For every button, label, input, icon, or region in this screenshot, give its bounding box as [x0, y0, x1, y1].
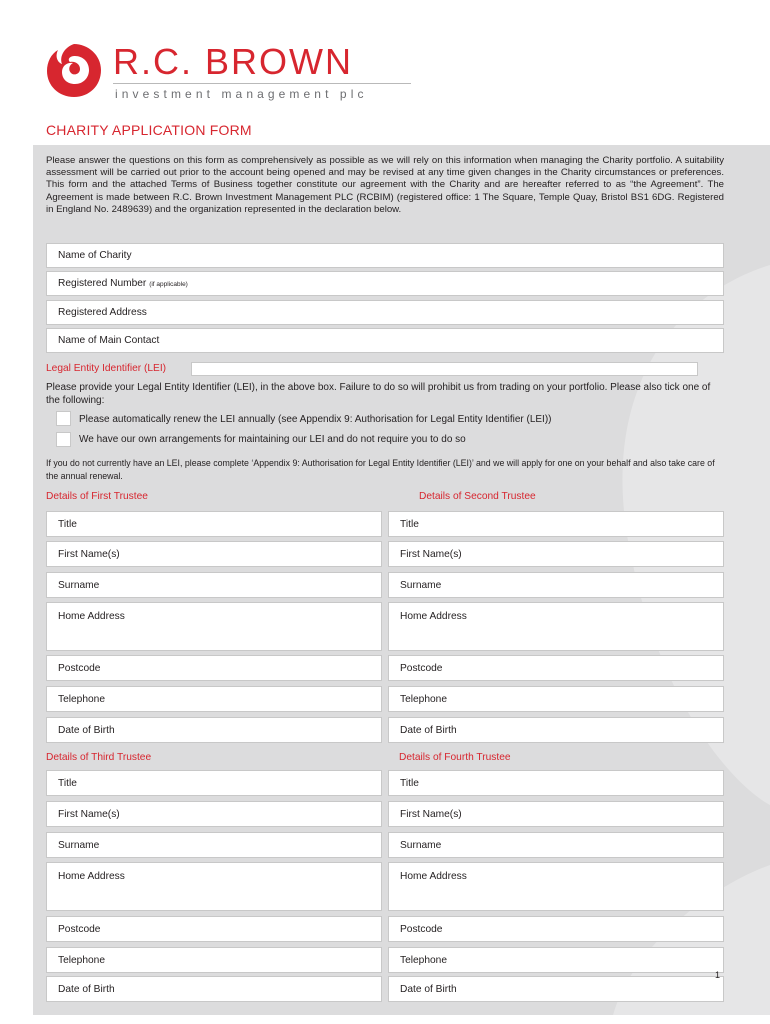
- trustee3-dob-field[interactable]: [46, 976, 382, 1002]
- trustee3-title-field[interactable]: [46, 770, 382, 796]
- trustee2-postcode-label: Postcode: [400, 663, 443, 674]
- trustee1-address-label: Home Address: [58, 611, 125, 622]
- registered-number-label: Registered Number (if applicable): [58, 278, 188, 289]
- trustee2-address-label: Home Address: [400, 611, 467, 622]
- trustee1-dob-label: Date of Birth: [58, 725, 115, 736]
- trustee4-surname-field[interactable]: [388, 832, 724, 858]
- trustee4-firstname-field[interactable]: [388, 801, 724, 827]
- trustee2-firstname-field[interactable]: [388, 541, 724, 567]
- brand-subtitle: investment management plc: [115, 87, 368, 101]
- lei-renew-label: Please automatically renew the LEI annually (see Appendix 9: Authorisation for Legal Entity Identifier (LEI)): [79, 414, 552, 425]
- trustee3-surname-field[interactable]: [46, 832, 382, 858]
- trustee3-address-field[interactable]: [46, 862, 382, 911]
- trustee1-surname-field[interactable]: [46, 572, 382, 598]
- charity-name-label: Name of Charity: [58, 250, 132, 261]
- trustee4-telephone-label: Telephone: [400, 955, 448, 966]
- fourth-trustee-heading: Details of Fourth Trustee: [399, 752, 511, 763]
- lei-own-arrangement-label: We have our own arrangements for maintaining our LEI and do not require you to do so: [79, 434, 466, 445]
- trustee2-postcode-field[interactable]: [388, 655, 724, 681]
- lei-label: Legal Entity Identifier (LEI): [46, 363, 167, 374]
- registered-address-field[interactable]: [46, 300, 724, 325]
- trustee3-telephone-label: Telephone: [58, 955, 106, 966]
- rose-logo-icon: [45, 42, 103, 98]
- trustee3-address-label: Home Address: [58, 871, 125, 882]
- trustee4-dob-field[interactable]: [388, 976, 724, 1002]
- second-trustee-heading: Details of Second Trustee: [419, 491, 536, 502]
- main-contact-label: Name of Main Contact: [58, 335, 160, 346]
- charity-name-field[interactable]: [46, 243, 724, 268]
- lei-note: If you do not currently have an LEI, please complete ‘Appendix 9: Authorisation for Legal Entity Identifier (LEI)’ and we will apply for one on your behalf and also take care of the annual renewal.: [46, 458, 715, 481]
- trustee2-dob-field[interactable]: [388, 717, 724, 743]
- form-title: CHARITY APPLICATION FORM: [46, 122, 252, 138]
- trustee1-telephone-label: Telephone: [58, 694, 106, 705]
- main-contact-field[interactable]: [46, 328, 724, 353]
- trustee1-telephone-field[interactable]: [46, 686, 382, 712]
- trustee2-title-field[interactable]: [388, 511, 724, 537]
- trustee4-firstname-label: First Name(s): [400, 809, 462, 820]
- trustee3-surname-label: Surname: [58, 840, 100, 851]
- lei-renew-checkbox[interactable]: [56, 411, 71, 426]
- page-number: 1: [715, 970, 721, 980]
- trustee2-telephone-field[interactable]: [388, 686, 724, 712]
- trustee3-postcode-label: Postcode: [58, 924, 101, 935]
- trustee1-postcode-field[interactable]: [46, 655, 382, 681]
- trustee4-title-field[interactable]: [388, 770, 724, 796]
- trustee1-address-field[interactable]: [46, 602, 382, 651]
- company-logo: [45, 42, 375, 102]
- trustee3-title-label: Title: [58, 778, 77, 789]
- trustee4-address-field[interactable]: [388, 862, 724, 911]
- trustee4-postcode-label: Postcode: [400, 924, 443, 935]
- trustee1-firstname-label: First Name(s): [58, 549, 120, 560]
- trustee1-firstname-field[interactable]: [46, 541, 382, 567]
- registered-number-field[interactable]: [46, 271, 724, 296]
- third-trustee-heading: Details of Third Trustee: [46, 752, 152, 763]
- trustee3-firstname-field[interactable]: [46, 801, 382, 827]
- trustee4-postcode-field[interactable]: [388, 916, 724, 942]
- trustee2-firstname-label: First Name(s): [400, 549, 462, 560]
- lei-input[interactable]: [191, 362, 698, 376]
- trustee3-dob-label: Date of Birth: [58, 984, 115, 995]
- trustee1-title-field[interactable]: [46, 511, 382, 537]
- trustee4-address-label: Home Address: [400, 871, 467, 882]
- trustee2-surname-label: Surname: [400, 580, 442, 591]
- trustee3-firstname-label: First Name(s): [58, 809, 120, 820]
- trustee1-postcode-label: Postcode: [58, 663, 101, 674]
- trustee3-postcode-field[interactable]: [46, 916, 382, 942]
- trustee1-surname-label: Surname: [58, 580, 100, 591]
- trustee4-telephone-field[interactable]: [388, 947, 724, 973]
- trustee2-telephone-label: Telephone: [400, 694, 448, 705]
- trustee4-title-label: Title: [400, 778, 419, 789]
- brand-name: R.C. BROWN: [113, 41, 353, 82]
- trustee2-address-field[interactable]: [388, 602, 724, 651]
- trustee3-telephone-field[interactable]: [46, 947, 382, 973]
- trustee4-surname-label: Surname: [400, 840, 442, 851]
- trustee2-title-label: Title: [400, 519, 419, 530]
- trustee1-title-label: Title: [58, 519, 77, 530]
- first-trustee-heading: Details of First Trustee: [46, 491, 148, 502]
- intro-paragraph: Please answer the questions on this form as comprehensively as possible as we will rely on this information when managing the Charity portfolio. A suitability assessment will be carried out prior to the account being opened and may be revised at any time given changes in the Charity circumstances or preferences. This form and the attached Terms of Business together constitute our agreement with the Charity and are hereafter referred to as “the Agreement”. The Agreement is made between R.C. Brown Investment Management PLC (RCBIM) (registered office: 1 The Square, Temple Quay, Bristol BS1 6DG. Registered in England No. 2489639) and the organization represented in the declaration below.: [46, 155, 724, 215]
- lei-own-arrangement-checkbox[interactable]: [56, 432, 71, 447]
- trustee2-surname-field[interactable]: [388, 572, 724, 598]
- registered-address-label: Registered Address: [58, 307, 147, 318]
- trustee2-dob-label: Date of Birth: [400, 725, 457, 736]
- trustee1-dob-field[interactable]: [46, 717, 382, 743]
- brand-divider: [113, 83, 411, 84]
- trustee4-dob-label: Date of Birth: [400, 984, 457, 995]
- lei-instruction: Please provide your Legal Entity Identifier (LEI), in the above box. Failure to do so will prohibit us from trading on your portfolio. Please also tick one of the following:: [46, 382, 711, 406]
